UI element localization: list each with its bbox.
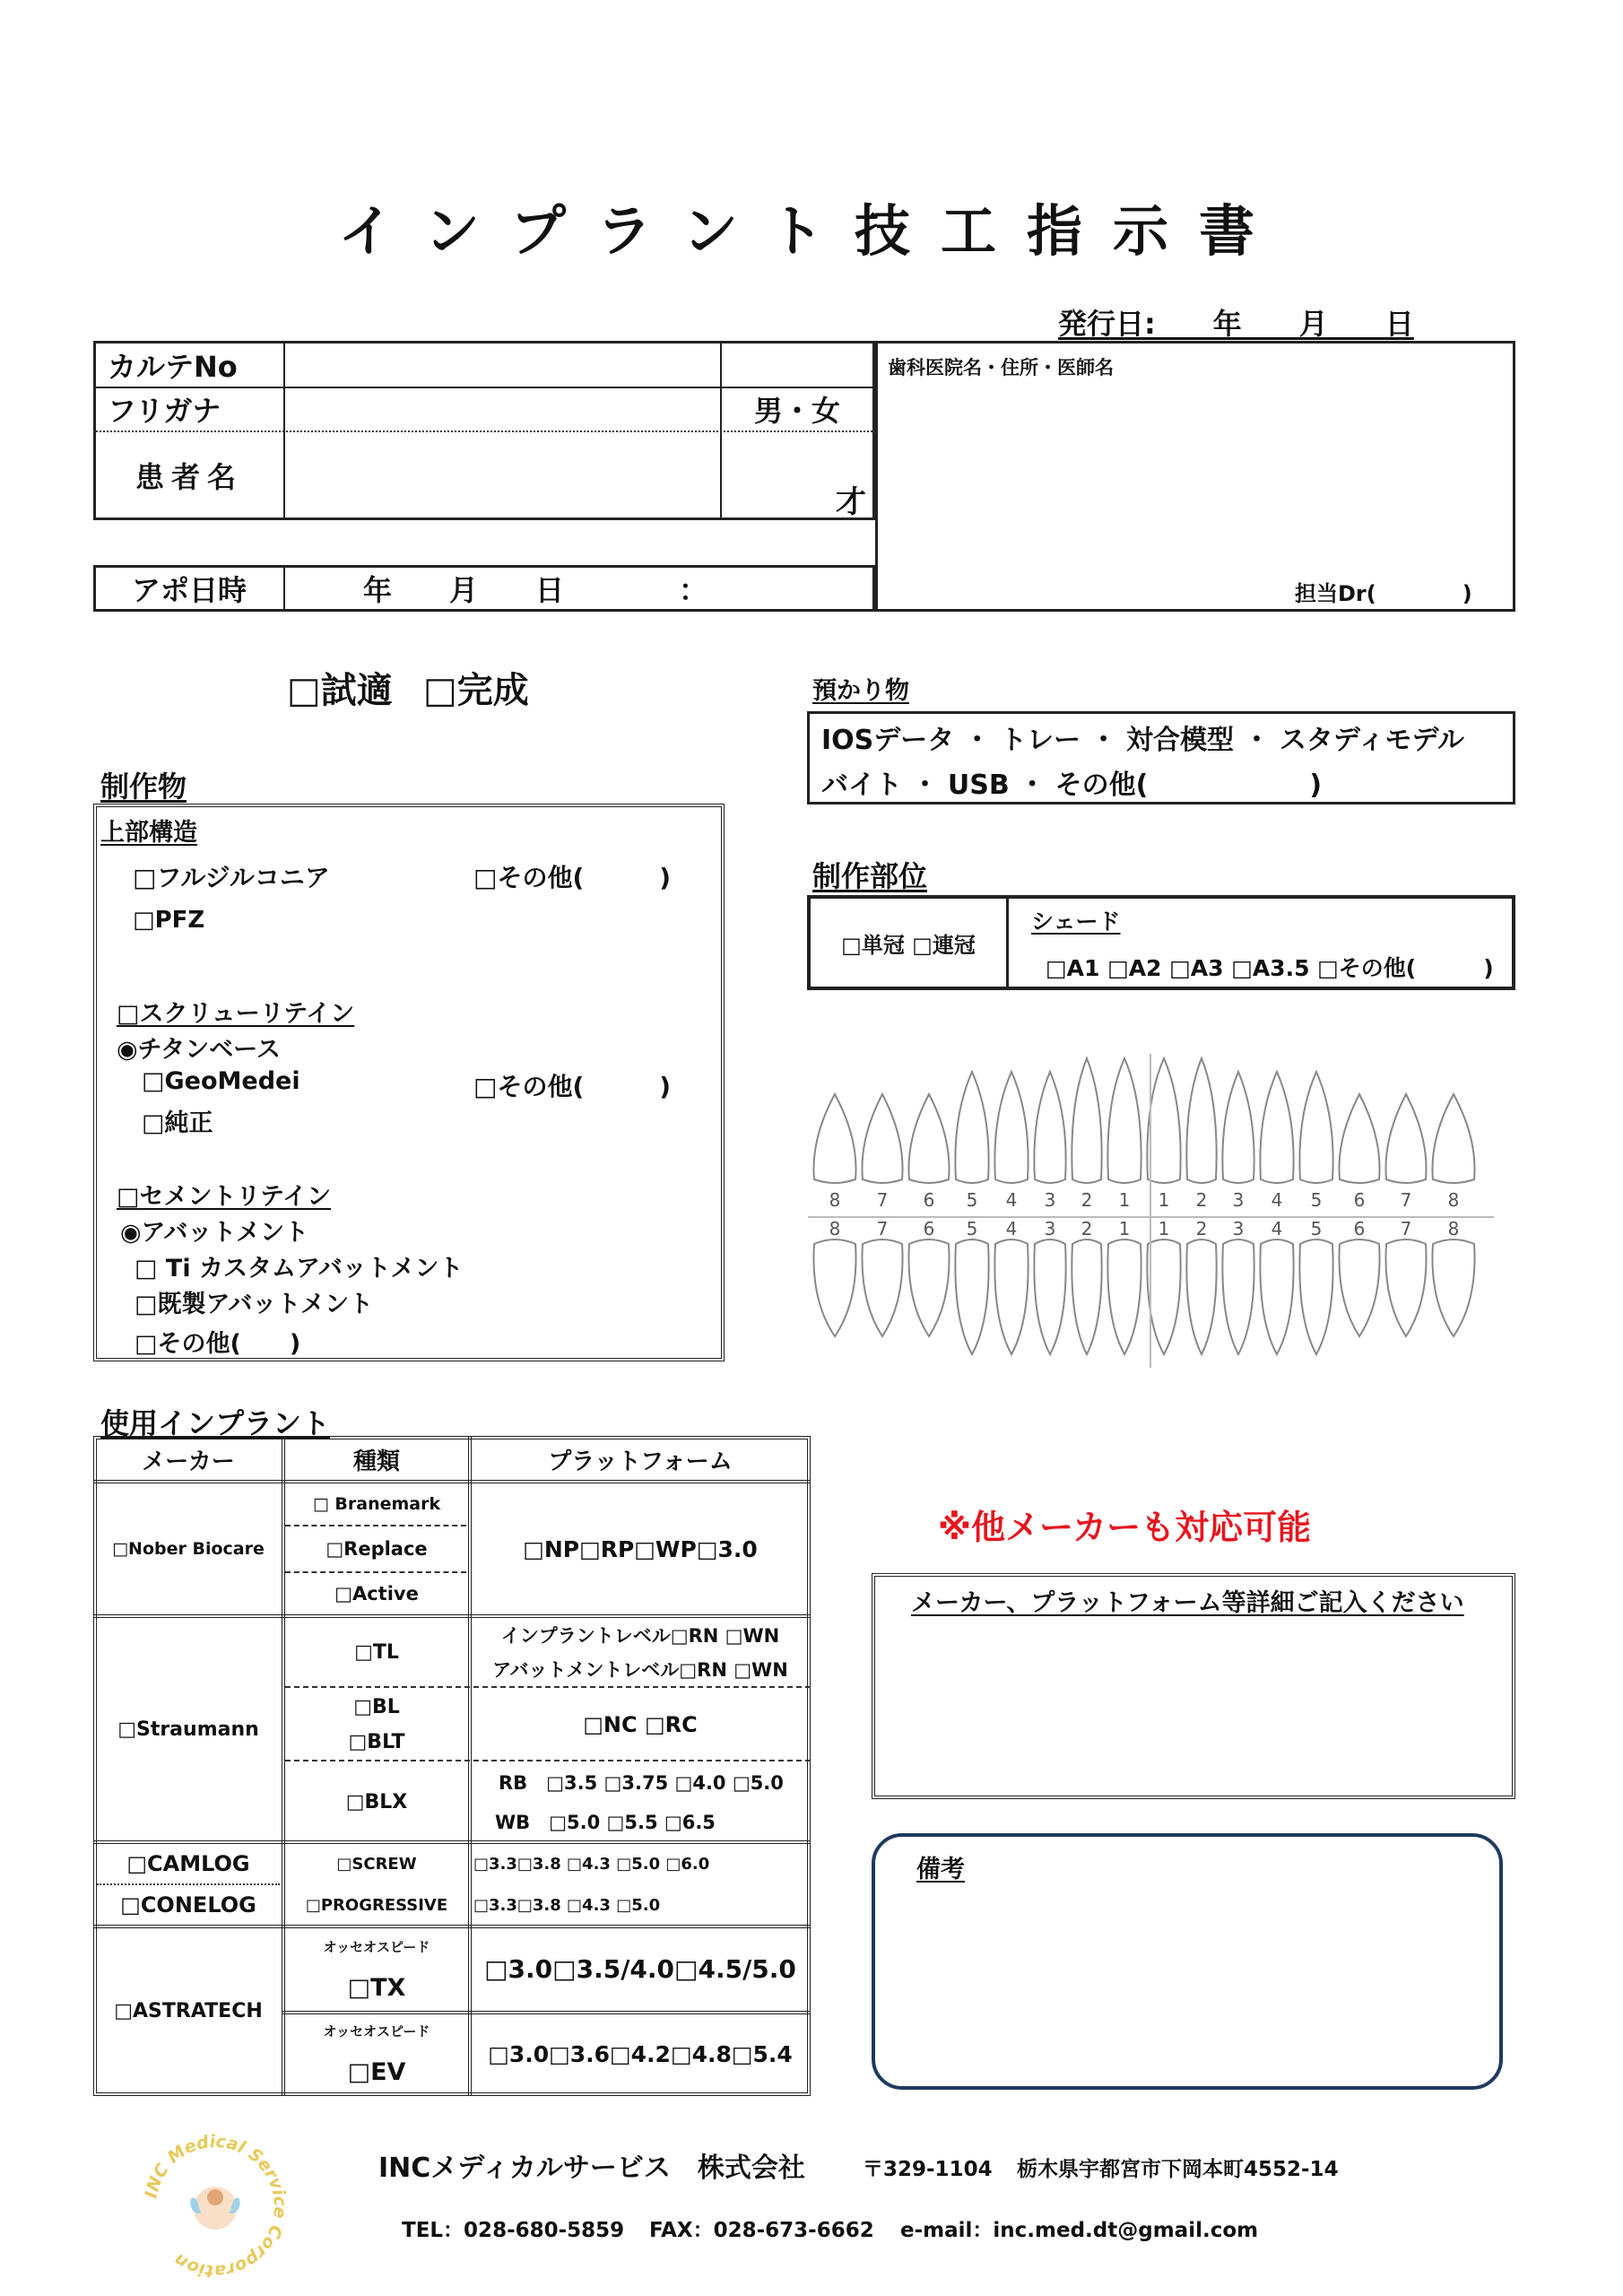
upper-tooth[interactable] bbox=[1339, 1094, 1379, 1183]
site-heading: 制作部位 bbox=[812, 859, 928, 893]
lower-tooth[interactable] bbox=[862, 1239, 902, 1336]
upper-tooth-number: 6 bbox=[1353, 1189, 1366, 1211]
lower-tooth-number: 2 bbox=[1195, 1218, 1208, 1239]
lower-tooth[interactable] bbox=[1432, 1239, 1474, 1336]
tx-option[interactable]: □TX bbox=[347, 1973, 406, 2002]
lower-tooth[interactable] bbox=[1385, 1239, 1426, 1336]
trial-checkbox[interactable]: □試適 bbox=[287, 670, 393, 711]
age-unit: 才 bbox=[836, 484, 866, 520]
rb-options[interactable]: RB □3.5 □3.75 □4.0 □5.0 bbox=[499, 1772, 784, 1794]
branemark-option[interactable]: □ Branemark bbox=[312, 1494, 441, 1514]
blx-option[interactable]: □BLX bbox=[345, 1790, 408, 1813]
lower-tooth[interactable] bbox=[994, 1239, 1028, 1354]
upper-tooth[interactable] bbox=[862, 1094, 902, 1183]
doctor-label: 担当Dr( ) bbox=[1295, 581, 1472, 606]
upper-structure-heading: 上部構造 bbox=[100, 819, 197, 847]
remarks-box[interactable] bbox=[872, 1833, 1503, 2090]
lower-tooth-number: 8 bbox=[1447, 1218, 1460, 1239]
pfz-option[interactable]: □PFZ bbox=[133, 907, 205, 934]
lower-tooth[interactable] bbox=[1186, 1239, 1216, 1354]
upper-tooth[interactable] bbox=[1222, 1072, 1254, 1183]
camlog-platform-2[interactable]: □3.3□3.8 □4.3 □5.0 bbox=[473, 1895, 661, 1915]
camlog-platform-1[interactable]: □3.3□3.8 □4.3 □5.0 □6.0 bbox=[473, 1854, 710, 1874]
product-heading: 制作物 bbox=[100, 770, 187, 804]
company-name: INCメディカルサービス 株式会社 bbox=[378, 2152, 805, 2184]
lower-tooth-number: 5 bbox=[1310, 1218, 1323, 1239]
zirconia-option[interactable]: □フルジルコニア bbox=[133, 863, 330, 892]
upper-tooth-number: 1 bbox=[1158, 1189, 1170, 1211]
lower-tooth-number: 7 bbox=[876, 1218, 889, 1239]
col-maker: メーカー bbox=[142, 1448, 235, 1475]
lower-tooth[interactable] bbox=[1299, 1239, 1332, 1354]
bl-platform-options[interactable]: □NC □RC bbox=[583, 1712, 698, 1737]
lower-tooth-number: 7 bbox=[1400, 1218, 1412, 1239]
lower-tooth[interactable] bbox=[908, 1239, 949, 1336]
tel: TEL：028-680-5859 bbox=[402, 2219, 625, 2242]
clinic-label: 歯科医院名・住所・医師名 bbox=[888, 357, 1114, 378]
clinic-box[interactable] bbox=[875, 341, 1515, 612]
screw-option[interactable]: □SCREW bbox=[336, 1854, 417, 1874]
upper-tooth-number: 1 bbox=[1118, 1189, 1131, 1211]
cement-retain-option[interactable]: □セメントリテイン bbox=[117, 1183, 332, 1211]
genuine-option[interactable]: □純正 bbox=[142, 1109, 213, 1137]
appo-label: アポ日時 bbox=[131, 573, 247, 607]
lower-tooth-number: 6 bbox=[1353, 1218, 1366, 1239]
patient-name-label: 患者名 bbox=[135, 460, 243, 494]
tl-option[interactable]: □TL bbox=[354, 1640, 399, 1664]
osseospeed-label-tx: オッセオスピード bbox=[323, 1938, 430, 1955]
upper-tooth-number: 3 bbox=[1232, 1189, 1245, 1211]
complete-checkbox[interactable]: □完成 bbox=[423, 670, 529, 711]
lower-tooth-number: 5 bbox=[966, 1218, 978, 1239]
page-title: インプラント技工指示書 bbox=[337, 198, 1285, 264]
upper-teeth[interactable] bbox=[813, 1058, 1474, 1183]
karte-label: カルテNo bbox=[108, 350, 238, 384]
lower-tooth[interactable] bbox=[1034, 1239, 1065, 1354]
detail-heading: メーカー、プラットフォーム等詳細ご記入ください bbox=[911, 1589, 1464, 1617]
appo-value[interactable]: 年 月 日 ： bbox=[363, 573, 708, 607]
lower-tooth[interactable] bbox=[813, 1239, 855, 1336]
bl-option[interactable]: □BL bbox=[353, 1695, 400, 1718]
wb-options[interactable]: WB □5.0 □5.5 □6.5 bbox=[495, 1812, 716, 1833]
patient-name-field[interactable] bbox=[285, 432, 719, 518]
geomedei-option[interactable]: □GeoMedei bbox=[142, 1067, 300, 1095]
upper-tooth-number: 2 bbox=[1195, 1189, 1208, 1211]
upper-tooth-number: 2 bbox=[1081, 1189, 1093, 1211]
lower-tooth[interactable] bbox=[1339, 1239, 1379, 1336]
lower-tooth[interactable] bbox=[1107, 1239, 1141, 1354]
lower-tooth-number: 4 bbox=[1005, 1218, 1018, 1239]
furigana-field[interactable] bbox=[285, 388, 719, 430]
lower-tooth-number: 1 bbox=[1158, 1218, 1170, 1239]
blt-option[interactable]: □BLT bbox=[348, 1730, 405, 1753]
upper-tooth[interactable] bbox=[908, 1094, 949, 1183]
tl-platform-implant-level[interactable]: インプラントレベル□RN □WN bbox=[500, 1625, 780, 1647]
upper-tooth-number: 5 bbox=[1310, 1189, 1323, 1211]
replace-option[interactable]: □Replace bbox=[325, 1538, 428, 1560]
upper-tooth[interactable] bbox=[1432, 1094, 1474, 1183]
upper-tooth-number: 8 bbox=[1447, 1189, 1460, 1211]
upper-tooth-number: 6 bbox=[923, 1189, 935, 1211]
upper-tooth[interactable] bbox=[955, 1072, 988, 1183]
lower-tooth-number: 8 bbox=[829, 1218, 841, 1239]
other-option-1[interactable]: □その他( ) bbox=[473, 863, 672, 892]
lower-tooth-number: 2 bbox=[1081, 1218, 1093, 1239]
upper-tooth[interactable] bbox=[1107, 1058, 1141, 1183]
company-logo bbox=[135, 2126, 296, 2287]
ti-custom-abutment-option[interactable]: □ Ti カスタムアバットメント bbox=[135, 1255, 464, 1283]
email[interactable]: e-mail：inc.med.dt@gmail.com bbox=[900, 2219, 1259, 2242]
lower-tooth[interactable] bbox=[1072, 1239, 1101, 1354]
other-option-2[interactable]: □その他( ) bbox=[473, 1072, 672, 1101]
svg-text:INC Medical Service Corporatio: INC Medical Service Corporation bbox=[141, 2131, 291, 2282]
upper-tooth[interactable] bbox=[1147, 1058, 1180, 1183]
lower-tooth[interactable] bbox=[1260, 1239, 1293, 1354]
upper-tooth-number: 4 bbox=[1005, 1189, 1018, 1211]
upper-tooth-number: 7 bbox=[876, 1189, 889, 1211]
gender-select[interactable]: 男・女 bbox=[753, 394, 840, 428]
karte-field[interactable] bbox=[285, 344, 719, 385]
abutment-option[interactable]: ◉アバットメント bbox=[120, 1219, 309, 1247]
lower-tooth-number: 3 bbox=[1232, 1218, 1245, 1239]
issue-date[interactable]: 発行日: 年 月 日 bbox=[1058, 307, 1414, 341]
upper-tooth[interactable] bbox=[1260, 1072, 1293, 1183]
single-bridge-option[interactable]: □単冠 □連冠 bbox=[841, 932, 976, 958]
upper-tooth-number: 4 bbox=[1271, 1189, 1283, 1211]
upper-tooth-number: 3 bbox=[1044, 1189, 1056, 1211]
upper-tooth[interactable] bbox=[1034, 1072, 1065, 1183]
ev-platform-options[interactable]: □3.0□3.6□4.2□4.8□5.4 bbox=[488, 2040, 793, 2067]
other-option-3[interactable]: □その他( ) bbox=[135, 1330, 301, 1358]
upper-tooth-number: 5 bbox=[966, 1189, 978, 1211]
astratech-maker-option[interactable]: □ASTRATECH bbox=[114, 1999, 263, 2022]
shade-options[interactable]: □A1 □A2 □A3 □A3.5 □その他( ) bbox=[1046, 955, 1494, 981]
address: 栃木県宇都宮市下岡本町4552-14 bbox=[1017, 2158, 1339, 2181]
upper-tooth[interactable] bbox=[813, 1094, 855, 1183]
deposit-line-2[interactable]: バイト ・ USB ・ その他( ) bbox=[821, 770, 1323, 801]
active-option[interactable]: □Active bbox=[334, 1583, 419, 1605]
upper-tooth[interactable] bbox=[1299, 1072, 1332, 1183]
lower-tooth[interactable] bbox=[955, 1239, 988, 1354]
lower-tooth-number: 1 bbox=[1118, 1218, 1131, 1239]
straumann-maker-option[interactable]: □Straumann bbox=[117, 1718, 259, 1741]
deposit-line-1[interactable]: IOSデータ ・ トレー ・ 対合模型 ・ スタディモデル bbox=[821, 725, 1465, 756]
nobel-maker-option[interactable]: □Nober Biocare bbox=[112, 1539, 265, 1559]
dental-chart[interactable] bbox=[803, 1045, 1497, 1377]
shade-heading: シェード bbox=[1031, 909, 1121, 935]
ready-made-abutment-option[interactable]: □既製アバットメント bbox=[135, 1291, 374, 1318]
upper-tooth-number: 8 bbox=[829, 1189, 841, 1211]
lower-teeth[interactable] bbox=[813, 1239, 1474, 1354]
ti-base-option[interactable]: ◉チタンベース bbox=[117, 1036, 281, 1064]
fax: FAX：028-673-6662 bbox=[649, 2219, 874, 2242]
lower-tooth-number: 6 bbox=[923, 1218, 935, 1239]
upper-tooth[interactable] bbox=[1072, 1058, 1101, 1183]
lower-tooth-number: 4 bbox=[1271, 1218, 1283, 1239]
other-makers-notice: ※他メーカーも対応可能 bbox=[938, 1508, 1312, 1547]
screw-retain-option[interactable]: □スクリューリテイン bbox=[117, 1000, 355, 1028]
implant-heading: 使用インプラント bbox=[100, 1406, 331, 1440]
osseospeed-label-ev: オッセオスピード bbox=[323, 2022, 430, 2039]
nobel-platform-options[interactable]: □NP□RP□WP□3.0 bbox=[523, 1535, 758, 1562]
lower-tooth[interactable] bbox=[1147, 1239, 1180, 1354]
lower-tooth[interactable] bbox=[1222, 1239, 1254, 1354]
postal-code: 〒329-1104 bbox=[863, 2158, 993, 2181]
remarks-heading: 備考 bbox=[916, 1856, 965, 1883]
tl-platform-abutment-level[interactable]: アバットメントレベル□RN □WN bbox=[492, 1659, 788, 1681]
tx-platform-options[interactable]: □3.0□3.5/4.0□4.5/5.0 bbox=[484, 1953, 796, 1984]
upper-tooth-number: 7 bbox=[1400, 1189, 1412, 1211]
col-type: 種類 bbox=[352, 1448, 400, 1475]
lower-tooth-number: 3 bbox=[1044, 1218, 1056, 1239]
upper-tooth[interactable] bbox=[1186, 1058, 1216, 1183]
col-platform: プラットフォーム bbox=[548, 1448, 733, 1475]
ev-option[interactable]: □EV bbox=[347, 2057, 406, 2086]
upper-tooth[interactable] bbox=[1385, 1094, 1426, 1183]
upper-tooth[interactable] bbox=[994, 1072, 1028, 1183]
conelog-maker-option[interactable]: □CONELOG bbox=[120, 1892, 256, 1918]
deposit-heading: 預かり物 bbox=[812, 677, 909, 705]
progressive-option[interactable]: □PROGRESSIVE bbox=[305, 1895, 448, 1915]
furigana-label: フリガナ bbox=[108, 394, 221, 428]
camlog-maker-option[interactable]: □CAMLOG bbox=[126, 1851, 250, 1876]
